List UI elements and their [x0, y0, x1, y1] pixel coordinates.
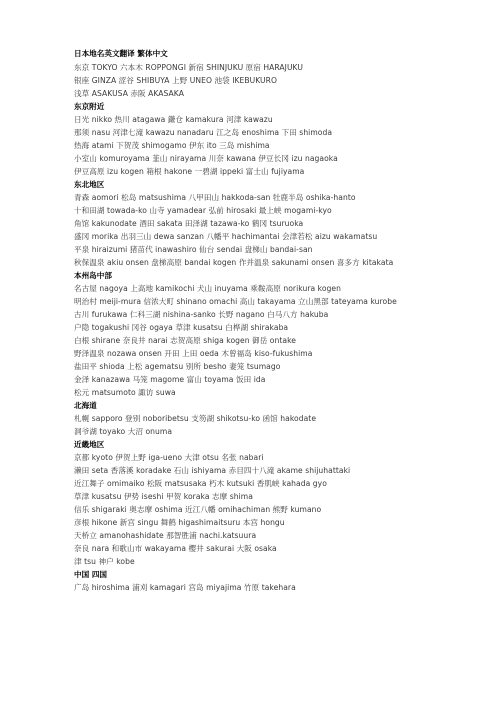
place-line: 盐田平 shioda 上松 agematsu 别所 besho 妻笼 tsumago — [74, 362, 281, 371]
place-line: 金泽 kanazawa 马笼 magome 富山 toyama 饭田 ida — [74, 375, 266, 384]
place-line: 小室山 komuroyama 韮山 nirayama 川奈 kawana 伊豆长冈 izu nagaoka — [74, 154, 338, 163]
section-kinki — [74, 438, 474, 568]
place-line: 京都 kyoto 伊贺上野 iga-ueno 大津 otsu 名张 nabari — [74, 453, 264, 462]
place-line: 濑田 seta 香落溪 koradake 石山 ishiyama 赤目四十八滝 akame shijuhattaki — [74, 466, 351, 475]
place-line: 近江舞子 omimaiko 松阪 matsusaka 朽木 kutsuki 香肌峡 kahada gyo — [74, 479, 327, 488]
section-heading: 东北地区 — [74, 180, 105, 189]
place-line: 津 tsu 神户 kobe — [74, 557, 135, 566]
section-hokkaido — [74, 399, 474, 438]
place-line: 户隐 togakushi 冈谷 ogaya 草津 kusatsu 白桦湖 shirakaba — [74, 323, 289, 332]
section-heading: 东京附近 — [74, 102, 105, 111]
section-heading: 中国 四国 — [74, 570, 108, 579]
intro-line: 银座 GINZA 涩谷 SHIBUYA 上野 UNEO 池袋 IKEBUKURO — [74, 76, 278, 85]
place-line: 札幌 sapporo 登别 noboribetsu 支笏湖 shikotsu-ko 函馆 hakodate — [74, 414, 317, 423]
section-chubu — [74, 269, 474, 399]
place-line: 青森 aomori 松岛 matsushima 八甲田山 hakkoda-san 牡鹿半岛 oshika-hanto — [74, 193, 356, 202]
place-line: 伊豆高原 izu kogen 箱根 hakone 一碧湖 ippeki 富士山 fujiyama — [74, 167, 305, 176]
section-tokyo-area — [74, 100, 474, 178]
place-line: 那须 nasu 河津七滝 kawazu nanadaru 江之岛 enoshima 下田 shimoda — [74, 128, 333, 137]
intro-block — [74, 61, 474, 100]
place-line: 名古屋 nagoya 上高地 kamikochi 犬山 inuyama 乘鞍高原 norikura kogen — [74, 284, 342, 293]
section-tohoku — [74, 178, 474, 269]
place-line: 彦根 hikone 新宫 singu 舞鹤 higashimaitsuru 本宫 hongu — [74, 518, 285, 527]
place-line: 天桥立 amanohashidate 那智胜浦 nachi.katsuura — [74, 531, 257, 540]
place-line: 松元 matsumoto 諏访 suwa — [74, 388, 176, 397]
place-line: 草津 kusatsu 伊势 iseshi 甲贺 koraka 志摩 shima — [74, 492, 253, 501]
place-line: 奈良 nara 和歌山市 wakayama 樱井 sakurai 大阪 osaka — [74, 544, 277, 553]
place-line: 盛冈 morika 出羽三山 dewa sanzan 八幡平 hachimantai 会津若松 aizu wakamatsu — [74, 232, 378, 241]
section-heading: 本州岛中部 — [74, 271, 112, 280]
document-title: 日本地名英文翻译 繁体中文 — [74, 49, 168, 58]
place-line: 古川 furukawa 仁科三湖 nishina-sanko 长野 nagano 白马八方 hakuba — [74, 310, 329, 319]
place-line: 角馆 kakunodate 酒田 sakata 田泽湖 tazawa-ko 鹤冈 tsuruoka — [74, 219, 304, 228]
place-line: 热海 atami 下贺茂 shimogamo 伊东 ito 三岛 mishima — [74, 141, 270, 150]
place-line: 洞爷湖 toyako 大沼 onuma — [74, 427, 173, 436]
section-heading: 近畿地区 — [74, 440, 105, 449]
intro-line: 东京 TOKYO 六本木 ROPPONGI 新宿 SHINJUKU 原宿 HARAJUKU — [74, 63, 303, 72]
place-line: 信乐 shigaraki 奥志摩 oshima 近江八幡 omihachiman 熊野 kumano — [74, 505, 322, 514]
place-line: 明治村 meiji-mura 信浓大町 shinano omachi 高山 takayama 立山黑部 tateyama kurobe — [74, 297, 397, 306]
intro-line: 浅草 ASAKUSA 赤阪 AKASAKA — [74, 89, 184, 98]
place-line: 野泽温泉 nozawa onsen 开田 上田 oeda 木曾福岛 kiso-fukushima — [74, 349, 313, 358]
place-line: 广岛 hiroshima 浦刈 kamagari 宫岛 miyajima 竹原 takehara — [74, 583, 296, 592]
place-line: 白根 shirane 奈良井 narai 志贺高原 shiga kogen 御岳 ontake — [74, 336, 296, 345]
place-line: 十和田湖 towada-ko 山寺 yamadear 弘前 hirosaki 最上峡 mogami-kyo — [74, 206, 332, 215]
place-line: 秋保温泉 akiu onsen 盘梯高原 bandai kogen 作并温泉 sakunami onsen 喜多方 kitakata — [74, 258, 394, 267]
section-chugoku-shikoku — [74, 568, 474, 594]
document-body — [74, 47, 474, 594]
section-heading: 北海道 — [74, 401, 97, 410]
place-line: 平泉 hiraizumi 猪苗代 inawashiro 仙台 sendai 盘梯山 bandai-san — [74, 245, 313, 254]
place-line: 日光 nikko 热川 atagawa 鎌仓 kamakura 河津 kawazu — [74, 115, 273, 124]
